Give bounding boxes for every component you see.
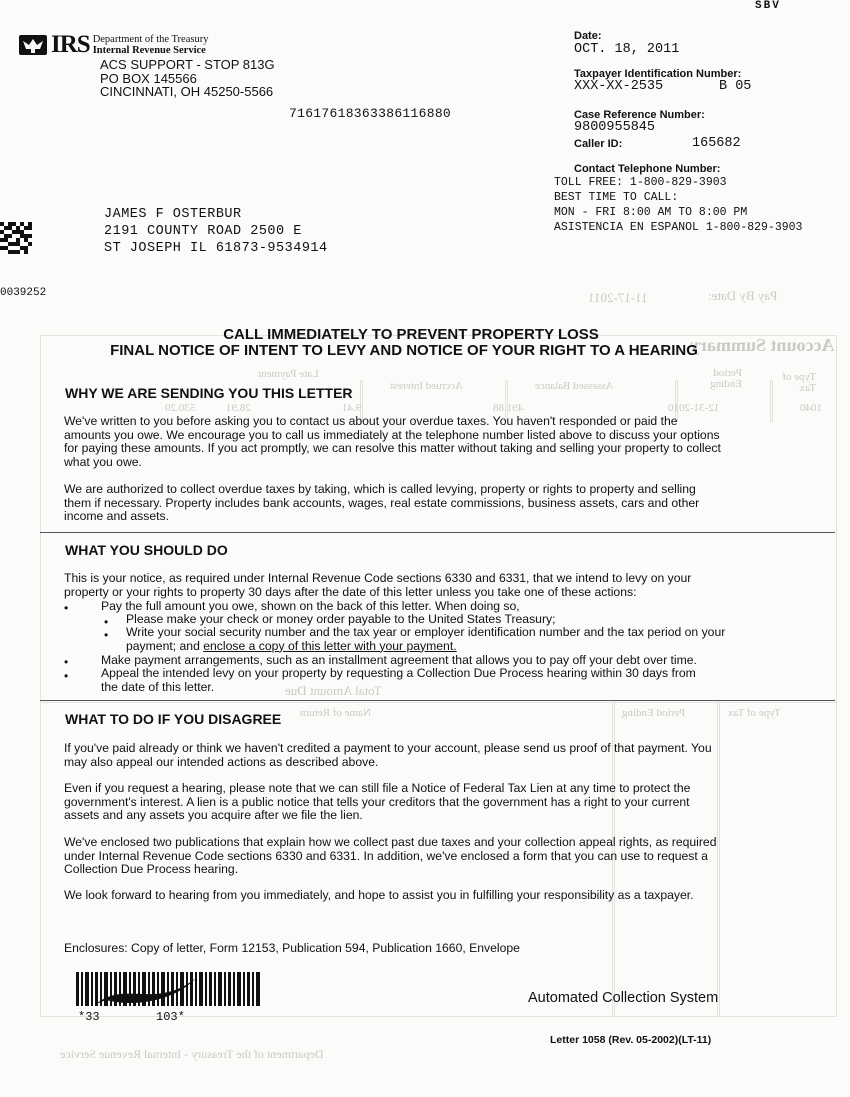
action-enclose-copy: enclose a copy of this letter with your payment. bbox=[203, 638, 457, 653]
caller-label: Caller ID: bbox=[574, 138, 623, 150]
action-write-ssn bbox=[126, 626, 726, 653]
date-label: Date: bbox=[574, 30, 602, 42]
department-name bbox=[93, 34, 209, 56]
tin-label: Taxpayer Identification Number: bbox=[574, 68, 742, 80]
spanish-assistance: ASISTENCIA EN ESPANOL 1-800-829-3903 bbox=[554, 221, 803, 234]
recipient-street: 2191 COUNTY ROAD 2500 E bbox=[104, 224, 302, 239]
letter-id: Letter 1058 (Rev. 05-2002)(LT-11) bbox=[550, 1034, 712, 1046]
enclosures: Enclosures: Copy of letter, Form 12153, Publication 594, Publication 1660, Envelope bbox=[64, 941, 520, 955]
bleed-row-accrued: 9.41 bbox=[342, 402, 362, 414]
department-line2: Internal Revenue Service bbox=[92, 44, 206, 56]
bleed-row-period: 12-31-2010 bbox=[668, 402, 720, 414]
heading-disagree: WHAT TO DO IF YOU DISAGREE bbox=[65, 711, 282, 727]
action-check-payable: Please make your check or money order payable to the United States Treasury; bbox=[126, 612, 556, 626]
bleed-col-type: Type of Tax bbox=[782, 371, 816, 394]
return-address bbox=[100, 58, 275, 99]
bullet-dot: • bbox=[104, 628, 109, 642]
tin-code: B 05 bbox=[719, 79, 752, 94]
barcode-number: 71617618363386116880 bbox=[289, 106, 452, 121]
bullet-dot: • bbox=[64, 655, 69, 669]
why-paragraph-2: We are authorized to collect overdue taxes by taking, which is called levying, property or rights to property and selling them if necessary. Property includes bank accounts, wages, real estate commissions, business assets, cars and other income and assets. bbox=[64, 482, 700, 524]
bleed-col-late: Late Payment bbox=[258, 368, 319, 380]
recipient-city: ST JOSEPH IL 61873-9534914 bbox=[104, 241, 328, 256]
return-address-line: CINCINNATI, OH 45250-5566 bbox=[100, 84, 274, 99]
case-label: Case Reference Number: bbox=[574, 109, 705, 121]
action-payment-arrangements: Make payment arrangements, such as an installment agreement that allows you to pay off your debt over time. bbox=[101, 653, 697, 667]
best-time: MON - FRI 8:00 AM TO 8:00 PM bbox=[554, 206, 748, 219]
notice-title-line2: FINAL NOTICE OF INTENT TO LEVY AND NOTICE OF YOUR RIGHT TO A HEARING bbox=[110, 342, 698, 359]
return-address-line: ACS SUPPORT - STOP 813G bbox=[100, 57, 275, 72]
bleed-pay-by: 11-17-2011 bbox=[588, 290, 648, 305]
bleed-through-col-line bbox=[770, 380, 773, 422]
bleed-col-assessed: Assessed Balance bbox=[535, 380, 614, 392]
bleed-footer-dept: Department of the Treasury - Internal Revenue Service bbox=[60, 1047, 324, 1061]
tin-value: XXX-XX-2535 bbox=[574, 79, 664, 94]
disagree-paragraph-3: We've enclosed two publications that explain how we collect past due taxes and your collection appeal rights, as required under Internal Revenue Code sections 6330 and 6331. In addition, we've enclosed a form that you can use to request a Collection Due Process hearing. bbox=[64, 835, 717, 877]
barcode-text-end: 103* bbox=[156, 1010, 185, 1024]
automated-collection-system: Automated Collection System bbox=[528, 990, 719, 1006]
caller-value: 165682 bbox=[692, 136, 741, 151]
case-value: 9800955845 bbox=[574, 120, 656, 135]
barcode-icon bbox=[76, 970, 266, 1010]
bleed-account-summary: Account Summary bbox=[690, 335, 835, 355]
recipient-name: JAMES F OSTERBUR bbox=[104, 207, 242, 222]
barcode-text-start: *33 bbox=[78, 1010, 100, 1024]
recipient-address bbox=[104, 206, 328, 257]
return-address-line: PO BOX 145566 bbox=[100, 70, 197, 86]
section-divider bbox=[40, 532, 835, 533]
disagree-paragraph-1: If you've paid already or think we haven't credited a payment to your account, please send us proof of that payment. You may also appeal our intended actions as described above. bbox=[64, 741, 712, 769]
disagree-paragraph-4: We look forward to hearing from you immediately, and hope to assist you in fulfilling your responsibility as a taxpayer. bbox=[64, 888, 694, 902]
bleed-col-accrued: Accrued Interest bbox=[390, 380, 463, 392]
bleed-col-period: Period Ending bbox=[710, 367, 742, 390]
irs-wordmark: IRS bbox=[51, 31, 90, 58]
notice-title-line1: CALL IMMEDIATELY TO PREVENT PROPERTY LOSS bbox=[223, 326, 599, 343]
bleed-total-due: Total Amount Due bbox=[285, 683, 382, 698]
heading-why: WHY WE ARE SENDING YOU THIS LETTER bbox=[65, 385, 353, 401]
action-pay-full: Pay the full amount you owe, shown on the back of this letter. When doing so, bbox=[101, 599, 520, 613]
best-time-label: BEST TIME TO CALL: bbox=[554, 191, 679, 204]
bullet-dot: • bbox=[64, 601, 69, 615]
what-to-do-intro: This is your notice, as required under Internal Revenue Code sections 6330 and 6331, that we intend to levy on your property or your rights to property 30 days after the date of this letter unless you take one of these actions: bbox=[64, 571, 692, 599]
toll-free: TOLL FREE: 1-800-829-3903 bbox=[554, 176, 727, 189]
section-divider bbox=[40, 700, 835, 701]
heading-what-to-do: WHAT YOU SHOULD DO bbox=[65, 542, 228, 558]
irs-eagle-icon bbox=[18, 33, 48, 57]
bleed-t2-name: Name of Return bbox=[300, 707, 371, 719]
corner-code: SBV bbox=[755, 0, 781, 12]
bleed-row-type: 1040 bbox=[800, 402, 822, 414]
action-appeal-levy: Appeal the intended levy on your property by requesting a Collection Due Process hearing within 30 days from the date of this letter. bbox=[101, 666, 696, 694]
bleed-t2-period: Period Ending bbox=[622, 707, 686, 719]
bleed-row-total: 530.20 bbox=[165, 402, 196, 414]
department-line1: Department of the Treasury bbox=[92, 33, 209, 45]
date-value: OCT. 18, 2011 bbox=[574, 42, 680, 57]
bleed-row-late: 28.91 bbox=[226, 402, 251, 414]
irs-logo bbox=[18, 32, 208, 57]
bleed-row-assessed: 491.88 bbox=[493, 402, 524, 414]
bullet-dot: • bbox=[104, 615, 109, 629]
why-paragraph-1: We've written to you before asking you to contact us about your overdue taxes. You haven't responded or paid the amounts you owe. We encourage you to call us immediately at the telephone number listed above to discuss your options for paying these amounts. If you act promptly, we can resolve this matter without taking and selling your property to collect what you owe. bbox=[64, 414, 721, 469]
bleed-pay-by-label: Pay By Date: bbox=[708, 288, 778, 303]
disagree-paragraph-2: Even if you request a hearing, please note that we can still file a Notice of Federal Tax Lien at any time to protect the government's interest. A lien is a public notice that tells your creditors that the government has a right to your current assets and any assets you acquire after we file the lien. bbox=[64, 781, 691, 823]
side-number: 0039252 bbox=[0, 287, 47, 299]
bullet-dot: • bbox=[64, 669, 69, 683]
qr-code-icon bbox=[0, 222, 32, 254]
contact-label: Contact Telephone Number: bbox=[574, 163, 721, 175]
bleed-t2-type: Type of Tax bbox=[728, 707, 781, 719]
action-write-ssn-text: Write your social security number and the tax year or employer identification number and the tax period on your payment; and bbox=[126, 625, 726, 653]
